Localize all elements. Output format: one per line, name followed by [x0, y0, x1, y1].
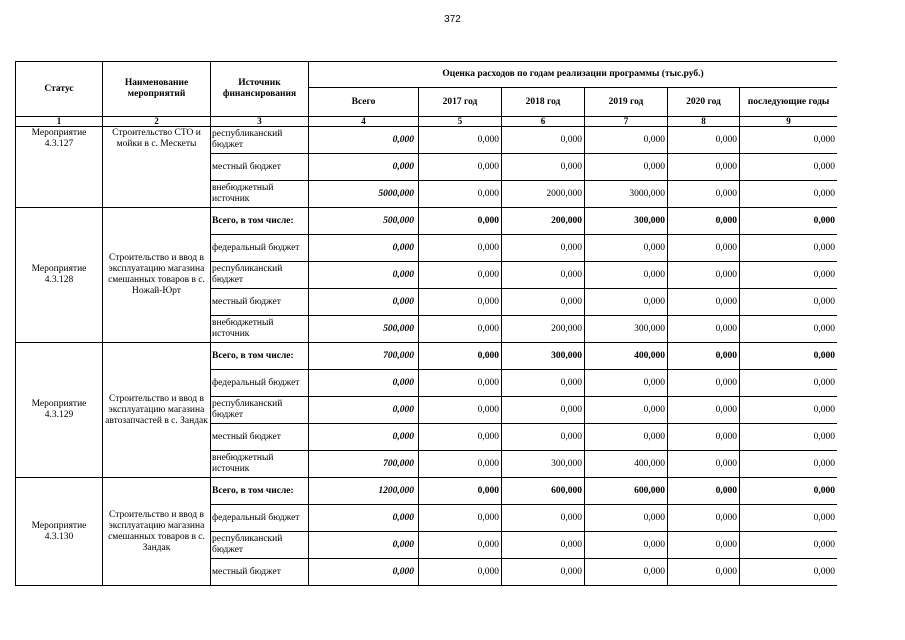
value-2018: 200,000 [502, 208, 585, 235]
table-row [16, 343, 838, 370]
source-cell: республиканский бюджет [211, 127, 309, 154]
value-2019: 0,000 [585, 262, 668, 289]
source-cell: внебюджетный источник [211, 451, 309, 478]
value-2020: 0,000 [668, 559, 740, 586]
value-2020: 0,000 [668, 289, 740, 316]
status-cell: Мероприятие 4.3.127 [16, 127, 103, 208]
source-cell: республиканский бюджет [211, 262, 309, 289]
budget-table [15, 61, 837, 586]
value-2018: 600,000 [502, 478, 585, 505]
value-2018: 200,000 [502, 316, 585, 343]
value-2019: 300,000 [585, 208, 668, 235]
source-cell: республиканский бюджет [211, 397, 309, 424]
value-2019: 0,000 [585, 397, 668, 424]
source-cell: Всего, в том числе: [211, 343, 309, 370]
value-2019: 3000,000 [585, 181, 668, 208]
value-2018: 0,000 [502, 559, 585, 586]
header-estimate: Оценка расходов по годам реализации программы (тыс.руб.) [309, 62, 838, 88]
value-2020: 0,000 [668, 235, 740, 262]
value-2020: 0,000 [668, 370, 740, 397]
value-2020: 0,000 [668, 316, 740, 343]
total-cell: 0,000 [309, 505, 419, 532]
header-status: Статус [16, 62, 103, 117]
value-later: 0,000 [740, 262, 838, 289]
table-row [16, 208, 838, 235]
value-later: 0,000 [740, 181, 838, 208]
value-2017: 0,000 [419, 154, 502, 181]
value-2018: 0,000 [502, 505, 585, 532]
source-cell: местный бюджет [211, 424, 309, 451]
header-total: Всего [309, 88, 419, 117]
column-index: 4 [309, 117, 419, 127]
total-cell: 0,000 [309, 397, 419, 424]
value-2017: 0,000 [419, 316, 502, 343]
value-2017: 0,000 [419, 424, 502, 451]
total-cell: 0,000 [309, 289, 419, 316]
value-2018: 0,000 [502, 370, 585, 397]
source-cell: федеральный бюджет [211, 505, 309, 532]
column-index: 2 [103, 117, 211, 127]
value-2019: 0,000 [585, 505, 668, 532]
status-cell: Мероприятие 4.3.130 [16, 478, 103, 586]
value-later: 0,000 [740, 559, 838, 586]
value-2017: 0,000 [419, 505, 502, 532]
header-row [16, 62, 838, 88]
header-source: Источник финансирования [211, 62, 309, 117]
value-later: 0,000 [740, 532, 838, 559]
value-2019: 0,000 [585, 424, 668, 451]
value-2019: 0,000 [585, 127, 668, 154]
total-cell: 0,000 [309, 559, 419, 586]
source-cell: внебюджетный источник [211, 181, 309, 208]
value-2018: 300,000 [502, 343, 585, 370]
value-2020: 0,000 [668, 532, 740, 559]
value-2017: 0,000 [419, 181, 502, 208]
value-2018: 0,000 [502, 424, 585, 451]
value-2017: 0,000 [419, 127, 502, 154]
value-later: 0,000 [740, 154, 838, 181]
value-later: 0,000 [740, 451, 838, 478]
value-2020: 0,000 [668, 208, 740, 235]
value-2018: 300,000 [502, 451, 585, 478]
value-later: 0,000 [740, 478, 838, 505]
value-2017: 0,000 [419, 370, 502, 397]
table-row [16, 127, 838, 154]
event-name-cell: Строительство СТО и мойки в с. Мескеты [103, 127, 211, 208]
total-cell: 0,000 [309, 235, 419, 262]
value-2020: 0,000 [668, 424, 740, 451]
total-cell: 700,000 [309, 451, 419, 478]
event-name-cell: Строительство и ввод в эксплуатацию магазина автозапчастей в с. Зандак [103, 343, 211, 478]
value-2020: 0,000 [668, 181, 740, 208]
value-2020: 0,000 [668, 505, 740, 532]
value-2019: 0,000 [585, 154, 668, 181]
value-2020: 0,000 [668, 451, 740, 478]
value-2019: 400,000 [585, 343, 668, 370]
source-cell: федеральный бюджет [211, 235, 309, 262]
column-index: 5 [419, 117, 502, 127]
value-2017: 0,000 [419, 532, 502, 559]
source-cell: Всего, в том числе: [211, 208, 309, 235]
value-2020: 0,000 [668, 343, 740, 370]
value-2019: 600,000 [585, 478, 668, 505]
event-name-cell: Строительство и ввод в эксплуатацию магазина смешанных товаров в с. Зандак [103, 478, 211, 586]
source-cell: местный бюджет [211, 559, 309, 586]
value-later: 0,000 [740, 505, 838, 532]
value-2019: 0,000 [585, 532, 668, 559]
value-2017: 0,000 [419, 262, 502, 289]
source-cell: местный бюджет [211, 289, 309, 316]
page-number: 372 [444, 14, 461, 25]
value-later: 0,000 [740, 208, 838, 235]
value-2020: 0,000 [668, 262, 740, 289]
value-2017: 0,000 [419, 235, 502, 262]
total-cell: 500,000 [309, 208, 419, 235]
value-2017: 0,000 [419, 478, 502, 505]
total-cell: 500,000 [309, 316, 419, 343]
column-index: 1 [16, 117, 103, 127]
value-later: 0,000 [740, 316, 838, 343]
column-index: 6 [502, 117, 585, 127]
value-2018: 0,000 [502, 289, 585, 316]
value-2017: 0,000 [419, 289, 502, 316]
value-2020: 0,000 [668, 397, 740, 424]
column-index-row [16, 117, 838, 127]
value-2020: 0,000 [668, 127, 740, 154]
value-2019: 0,000 [585, 559, 668, 586]
value-later: 0,000 [740, 127, 838, 154]
value-2020: 0,000 [668, 478, 740, 505]
status-cell: Мероприятие 4.3.129 [16, 343, 103, 478]
value-2018: 2000,000 [502, 181, 585, 208]
value-later: 0,000 [740, 397, 838, 424]
value-2019: 400,000 [585, 451, 668, 478]
total-cell: 0,000 [309, 370, 419, 397]
value-2018: 0,000 [502, 235, 585, 262]
value-2018: 0,000 [502, 397, 585, 424]
value-2017: 0,000 [419, 397, 502, 424]
header-2020: 2020 год [668, 88, 740, 117]
total-cell: 0,000 [309, 127, 419, 154]
value-later: 0,000 [740, 424, 838, 451]
total-cell: 0,000 [309, 532, 419, 559]
total-cell: 0,000 [309, 154, 419, 181]
budget-table-sheet [15, 61, 837, 603]
value-2018: 0,000 [502, 154, 585, 181]
total-cell: 0,000 [309, 262, 419, 289]
header-2017: 2017 год [419, 88, 502, 117]
value-2018: 0,000 [502, 262, 585, 289]
column-index: 7 [585, 117, 668, 127]
value-2017: 0,000 [419, 451, 502, 478]
value-later: 0,000 [740, 370, 838, 397]
value-2019: 0,000 [585, 289, 668, 316]
value-2017: 0,000 [419, 343, 502, 370]
value-2019: 0,000 [585, 235, 668, 262]
value-2017: 0,000 [419, 559, 502, 586]
source-cell: внебюджетный источник [211, 316, 309, 343]
header-2018: 2018 год [502, 88, 585, 117]
value-later: 0,000 [740, 235, 838, 262]
source-cell: республиканский бюджет [211, 532, 309, 559]
value-later: 0,000 [740, 289, 838, 316]
total-cell: 700,000 [309, 343, 419, 370]
header-later: последующие годы [740, 88, 838, 117]
source-cell: местный бюджет [211, 154, 309, 181]
total-cell: 5000,000 [309, 181, 419, 208]
total-cell: 1200,000 [309, 478, 419, 505]
header-name: Наименование мероприятий [103, 62, 211, 117]
value-2018: 0,000 [502, 532, 585, 559]
source-cell: Всего, в том числе: [211, 478, 309, 505]
header-2019: 2019 год [585, 88, 668, 117]
column-index: 8 [668, 117, 740, 127]
value-2019: 300,000 [585, 316, 668, 343]
column-index: 3 [211, 117, 309, 127]
event-name-cell: Строительство и ввод в эксплуатацию магазина смешанных товаров в с. Ножай-Юрт [103, 208, 211, 343]
source-cell: федеральный бюджет [211, 370, 309, 397]
column-index: 9 [740, 117, 838, 127]
total-cell: 0,000 [309, 424, 419, 451]
value-2018: 0,000 [502, 127, 585, 154]
value-later: 0,000 [740, 343, 838, 370]
value-2019: 0,000 [585, 370, 668, 397]
value-2020: 0,000 [668, 154, 740, 181]
table-row [16, 478, 838, 505]
status-cell: Мероприятие 4.3.128 [16, 208, 103, 343]
value-2017: 0,000 [419, 208, 502, 235]
